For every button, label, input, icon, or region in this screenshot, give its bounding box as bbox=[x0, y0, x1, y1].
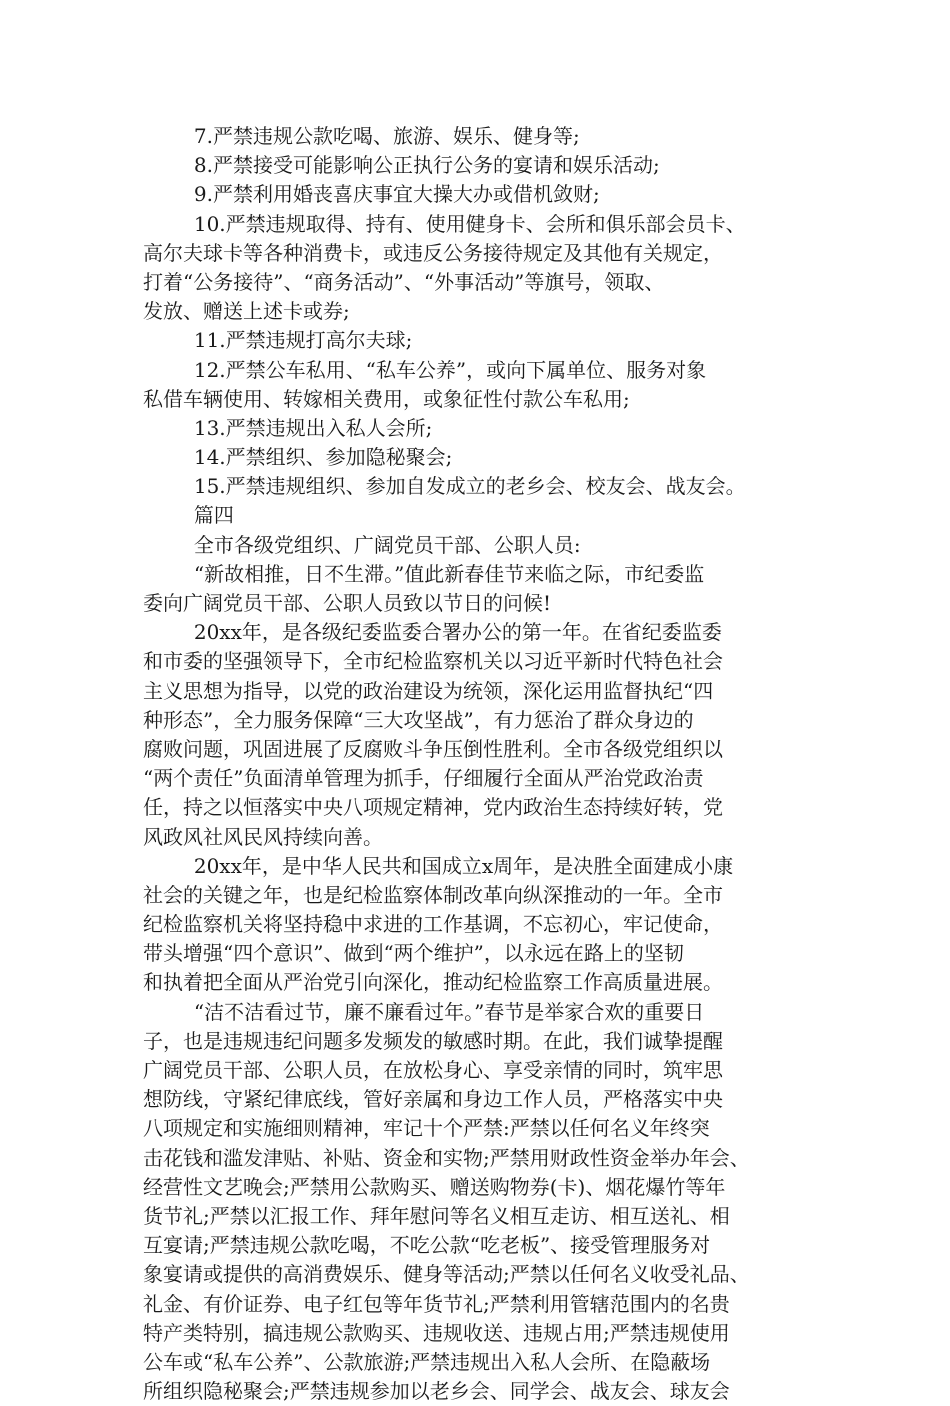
text-line: 7.严禁违规公款吃喝、旅游、娱乐、健身等; bbox=[143, 124, 580, 148]
text-line: 所组织隐秘聚会;严禁违规参加以老乡会、同学会、战友会、球友会 bbox=[143, 1379, 730, 1404]
text-line: 打着“公务接待”、“商务活动”、“外事活动”等旗号，领取、 bbox=[143, 269, 665, 294]
text-line: 种形态”，全力服务保障“三大攻坚战”，有力惩治了群众身边的 bbox=[143, 707, 694, 732]
text-line: 腐败问题，巩固进展了反腐败斗争压倒性胜利。全市各级党组织以 bbox=[143, 736, 723, 761]
text-line: 11.严禁违规打高尔夫球; bbox=[143, 328, 413, 353]
document-body bbox=[143, 122, 815, 1406]
text-line: 纪检监察机关将坚持稳中求进的工作基调，不忘初心，牢记使命， bbox=[143, 912, 723, 937]
text-line: 经营性文艺晚会;严禁用公款购买、赠送购物券(卡)、烟花爆竹等年 bbox=[143, 1174, 726, 1199]
text-line: “新故相推，日不生滞。”值此新春佳节来临之际，市纪委监 bbox=[143, 561, 705, 586]
text-line: 礼金、有价证券、电子红包等年货节礼;严禁利用管辖范围内的名贵 bbox=[143, 1291, 730, 1316]
text-line: 八项规定和实施细则精神，牢记十个严禁:严禁以任何名义年终突 bbox=[143, 1116, 710, 1141]
text-line: 9.严禁利用婚丧喜庆事宜大操大办或借机敛财; bbox=[143, 182, 600, 207]
text-line: “两个责任”负面清单管理为抓手，仔细履行全面从严治党政治责 bbox=[143, 766, 704, 791]
text-line: 风政风社风民风持续向善。 bbox=[143, 824, 383, 849]
text-line: 全市各级党组织、广阔党员干部、公职人员: bbox=[143, 532, 581, 557]
text-line: 13.严禁违规出入私人会所; bbox=[143, 415, 433, 440]
text-line: 象宴请或提供的高消费娱乐、健身等活动;严禁以任何名义收受礼品、 bbox=[143, 1262, 750, 1287]
text-line: 10.严禁违规取得、持有、使用健身卡、会所和俱乐部会员卡、 bbox=[143, 211, 746, 236]
text-line: 20xx年，是各级纪委监委合署办公的第一年。在省纪委监委 bbox=[143, 620, 722, 645]
text-line: 14.严禁组织、参加隐秘聚会; bbox=[143, 445, 453, 470]
text-line: 8.严禁接受可能影响公正执行公务的宴请和娱乐活动; bbox=[143, 153, 660, 178]
text-line: 货节礼;严禁以汇报工作、拜年慰问等名义相互走访、相互送礼、相 bbox=[143, 1203, 730, 1228]
text-line: 特产类特别，搞违规公款购买、违规收送、违规占用;严禁违规使用 bbox=[143, 1320, 730, 1345]
text-line: 20xx年，是中华人民共和国成立x周年，是决胜全面建成小康 bbox=[143, 853, 734, 878]
text-line: 和执着把全面从严治党引向深化，推动纪检监察工作高质量进展。 bbox=[143, 970, 723, 995]
text-line: 主义思想为指导，以党的政治建设为统领，深化运用监督执纪“四 bbox=[143, 678, 714, 703]
text-line: 和市委的坚强领导下，全市纪检监察机关以习近平新时代特色社会 bbox=[143, 649, 723, 674]
text-line: 带头增强“四个意识”、做到“两个维护”，以永远在路上的坚韧 bbox=[143, 941, 684, 966]
text-line: 任，持之以恒落实中央八项规定精神，党内政治生态持续好转，党 bbox=[143, 795, 723, 820]
text-line: 发放、赠送上述卡或券; bbox=[143, 299, 350, 324]
text-line: 想防线，守紧纪律底线，管好亲属和身边工作人员，严格落实中央 bbox=[143, 1087, 723, 1112]
text-line: 委向广阔党员干部、公职人员致以节日的问候! bbox=[143, 591, 552, 615]
text-line: 广阔党员干部、公职人员，在放松身心、享受亲情的同时，筑牢思 bbox=[143, 1058, 723, 1082]
text-line: 子，也是违规违纪问题多发频发的敏感时期。在此，我们诚挚提醒 bbox=[143, 1028, 723, 1053]
text-line: 社会的关键之年，也是纪检监察体制改革向纵深推动的一年。全市 bbox=[143, 882, 723, 907]
text-line: 公车或“私车公养”、公款旅游;严禁违规出入私人会所、在隐蔽场 bbox=[143, 1349, 711, 1374]
text-line: 12.严禁公车私用、“私车公养”，或向下属单位、服务对象 bbox=[143, 357, 707, 382]
text-line: 15.严禁违规组织、参加自发成立的老乡会、校友会、战友会。 bbox=[143, 474, 746, 499]
text-line: 高尔夫球卡等各种消费卡，或违反公务接待规定及其他有关规定， bbox=[143, 240, 723, 265]
text-line: “洁不洁看过节，廉不廉看过年。”春节是举家合欢的重要日 bbox=[143, 999, 705, 1024]
text-line: 击花钱和滥发津贴、补贴、资金和实物;严禁用财政性资金举办年会、 bbox=[143, 1145, 750, 1170]
text-line: 篇四 bbox=[143, 503, 234, 528]
text-line: 互宴请;严禁违规公款吃喝，不吃公款“吃老板”、接受管理服务对 bbox=[143, 1233, 711, 1258]
text-line: 私借车辆使用、转嫁相关费用，或象征性付款公车私用; bbox=[143, 386, 630, 411]
